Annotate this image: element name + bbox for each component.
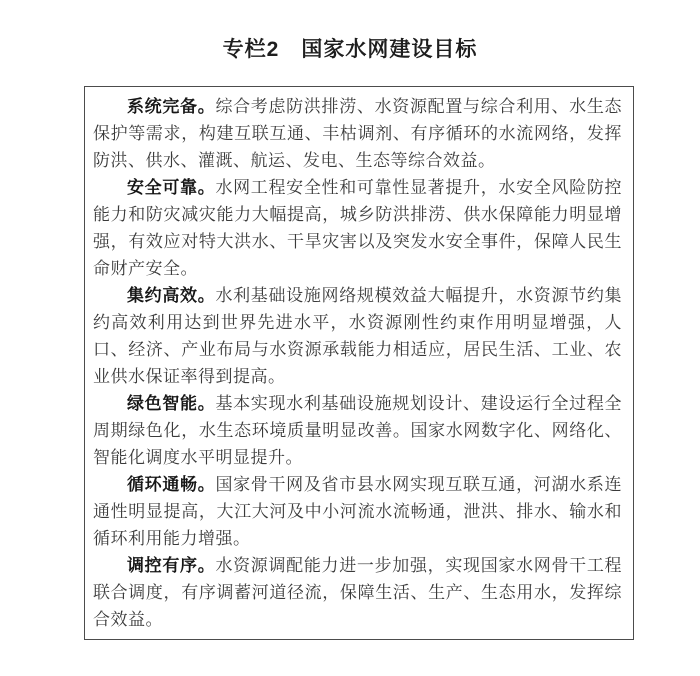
goal-paragraph-circulation (93, 471, 622, 552)
goal-body: 国家骨干网及省市县水网实现互联互通，河湖水系连通性明显提高，大江大河及中小河流水流畅通，泄洪、排水、输水和循环利用能力增强。 (93, 475, 623, 548)
goal-body: 水网工程安全性和可靠性显著提升，水安全风险防控能力和防灾减灾能力大幅提高，城乡防洪排涝、供水保障能力明显增强，有效应对特大洪水、干旱灾害以及突发水安全事件，保障人民生命财产安全。 (93, 178, 623, 278)
goal-paragraph-safety (93, 174, 622, 282)
goal-term: 系统完备。 (127, 97, 216, 116)
goal-term: 循环通畅。 (127, 475, 216, 494)
goal-paragraph-efficiency (93, 282, 622, 390)
goal-paragraph-system (93, 93, 622, 174)
goal-term: 集约高效。 (127, 286, 216, 305)
goals-panel (84, 86, 634, 640)
goal-body: 综合考虑防洪排涝、水资源配置与综合利用、水生态保护等需求，构建互联互通、丰枯调剂、有序循环的水流网络，发挥防洪、供水、灌溉、航运、发电、生态等综合效益。 (93, 97, 623, 170)
goal-term: 调控有序。 (127, 556, 216, 575)
goal-body: 水资源调配能力进一步加强，实现国家水网骨干工程联合调度，有序调蓄河道径流，保障生活、生产、生态用水，发挥综合效益。 (93, 556, 623, 629)
page-title: 专栏2 国家水网建设目标 (222, 38, 478, 61)
goal-term: 绿色智能。 (127, 394, 216, 413)
goal-term: 安全可靠。 (127, 178, 216, 197)
goal-body: 基本实现水利基础设施规划设计、建设运行全过程全周期绿色化，水生态环境质量明显改善。国家水网数字化、网络化、智能化调度水平明显提升。 (93, 394, 623, 467)
goal-body: 水利基础设施网络规模效益大幅提升，水资源节约集约高效利用达到世界先进水平，水资源刚性约束作用明显增强，人口、经济、产业布局与水资源承载能力相适应，居民生活、工业、农业供水保证率得到提高。 (93, 286, 623, 386)
goal-paragraph-green (93, 390, 622, 471)
goal-paragraph-regulation (93, 552, 622, 633)
